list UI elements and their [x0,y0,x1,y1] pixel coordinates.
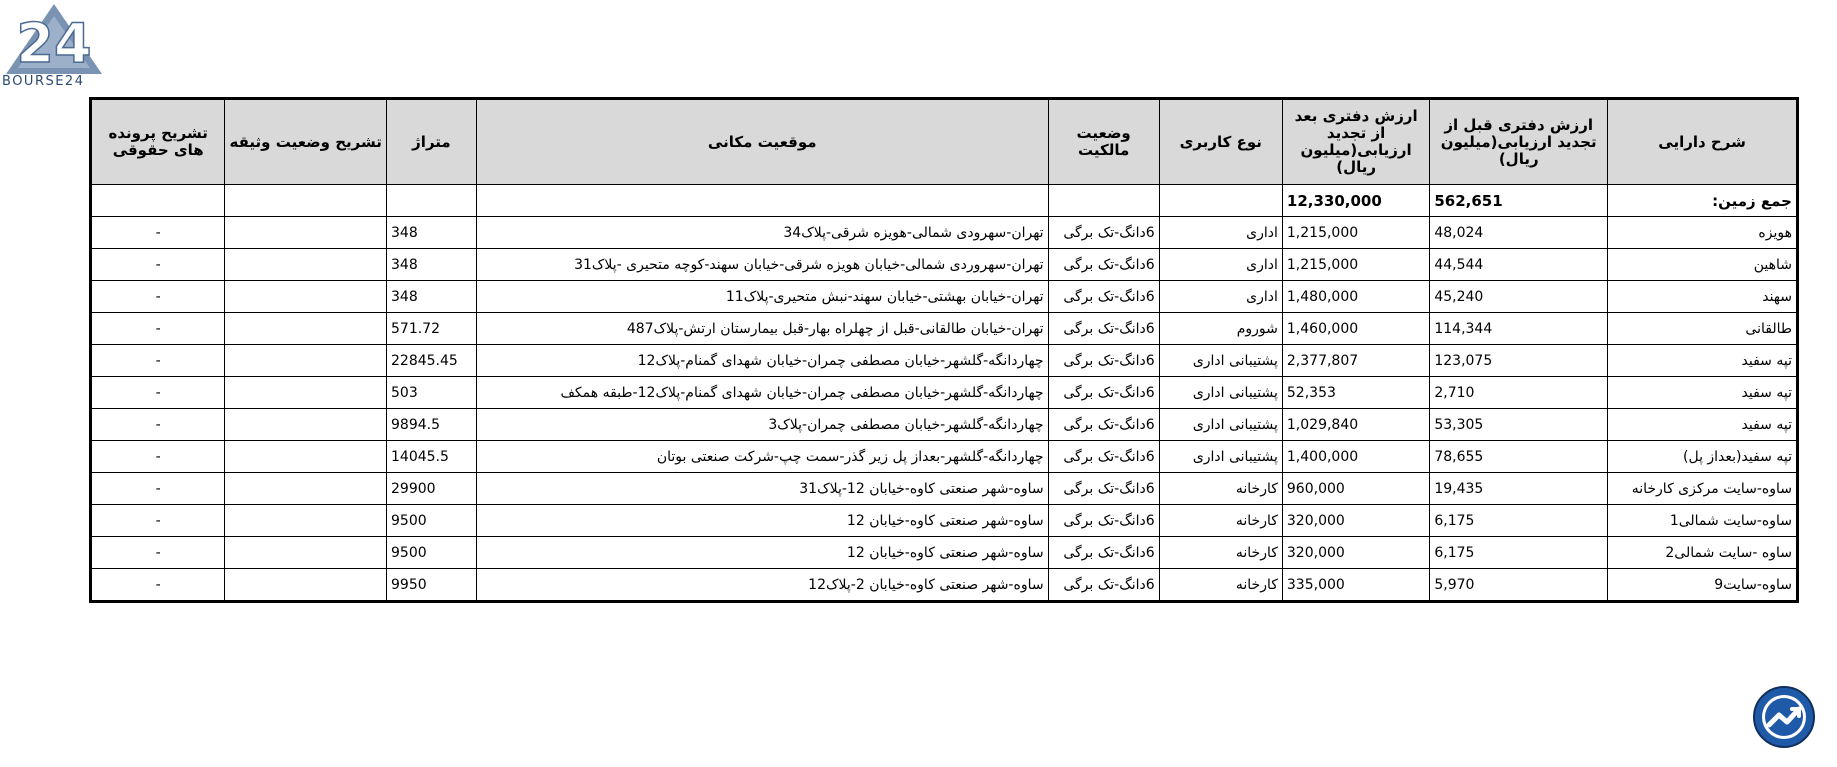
cell-area: 348 [387,281,477,313]
cell-before: 78,655 [1430,441,1608,473]
table-header-row [91,99,1798,185]
cell-after: 335,000 [1282,569,1429,602]
cell-usage: اداری [1159,281,1282,313]
cell-legal: - [91,249,225,281]
cell-collateral [225,281,387,313]
cell-before: 2,710 [1430,377,1608,409]
cell-legal: - [91,281,225,313]
cell-before: 5,970 [1430,569,1608,602]
total-empty-ownership [1048,185,1159,217]
cell-after: 1,215,000 [1282,249,1429,281]
cell-before: 45,240 [1430,281,1608,313]
cell-usage: پشتیبانی اداری [1159,377,1282,409]
cell-usage: کارخانه [1159,473,1282,505]
header-ownership: وضعیت مالکیت [1048,99,1159,185]
cell-ownership: 6دانگ-تک برگی [1048,281,1159,313]
cell-area: 29900 [387,473,477,505]
cell-usage: کارخانه [1159,569,1282,602]
cell-ownership: 6دانگ-تک برگی [1048,345,1159,377]
cell-collateral [225,313,387,345]
cell-legal: - [91,569,225,602]
cell-legal: - [91,473,225,505]
cell-ownership: 6دانگ-تک برگی [1048,473,1159,505]
asset-table-container [89,97,1799,603]
cell-asset: ساوه-سایت9 [1608,569,1798,602]
cell-before: 53,305 [1430,409,1608,441]
total-label: جمع زمین: [1608,185,1798,217]
cell-after: 1,400,000 [1282,441,1429,473]
asset-table [89,97,1799,603]
cell-after: 320,000 [1282,505,1429,537]
cell-location: تهران-خیابان بهشتی-خیابان سهند-نبش متحیری-پلاک11 [476,281,1048,313]
cell-asset: ساوه-سایت شمالی1 [1608,505,1798,537]
total-row [91,185,1798,217]
cell-asset: هویزه [1608,217,1798,249]
cell-asset: شاهین [1608,249,1798,281]
cell-ownership: 6دانگ-تک برگی [1048,217,1159,249]
cell-location: ساوه-شهر صنعتی کاوه-خیابان 2-پلاک12 [476,569,1048,602]
cell-ownership: 6دانگ-تک برگی [1048,569,1159,602]
cell-after: 1,029,840 [1282,409,1429,441]
cell-collateral [225,409,387,441]
cell-collateral [225,345,387,377]
cell-location: چهاردانگه-گلشهر-بعداز پل زیر گذر-سمت چپ-شرکت صنعتی بوتان [476,441,1048,473]
cell-after: 960,000 [1282,473,1429,505]
cell-before: 6,175 [1430,537,1608,569]
cell-location: چهاردانگه-گلشهر-خیابان مصطفی چمران-خیابان شهدای گمنام-پلاک12 [476,345,1048,377]
cell-area: 348 [387,217,477,249]
cell-area: 14045.5 [387,441,477,473]
cell-asset: تپه سفید(بعداز پل) [1608,441,1798,473]
cell-after: 52,353 [1282,377,1429,409]
cell-area: 22845.45 [387,345,477,377]
cell-asset: ساوه-سایت مرکزی کارخانه [1608,473,1798,505]
cell-legal: - [91,377,225,409]
table-row [91,441,1798,473]
table-row [91,313,1798,345]
cell-legal: - [91,345,225,377]
cell-asset: تپه سفید [1608,377,1798,409]
header-before: ارزش دفتری قبل از تجدید ارزیابی(میلیون ریال) [1430,99,1608,185]
cell-area: 9500 [387,505,477,537]
cell-usage: کارخانه [1159,505,1282,537]
header-area: متراژ [387,99,477,185]
cell-collateral [225,377,387,409]
cell-after: 1,215,000 [1282,217,1429,249]
header-asset: شرح دارایی [1608,99,1798,185]
cell-before: 6,175 [1430,505,1608,537]
table-row [91,345,1798,377]
cell-asset: تپه سفید [1608,409,1798,441]
cell-usage: پشتیبانی اداری [1159,345,1282,377]
total-empty-legal [91,185,225,217]
cell-area: 503 [387,377,477,409]
cell-location: چهاردانگه-گلشهر-خیابان مصطفی چمران-خیابان شهدای گمنام-پلاک12-طبقه همکف [476,377,1048,409]
cell-before: 48,024 [1430,217,1608,249]
cell-collateral [225,441,387,473]
cell-ownership: 6دانگ-تک برگی [1048,505,1159,537]
cell-location: ساوه-شهر صنعتی کاوه-خیابان 12 [476,537,1048,569]
cell-ownership: 6دانگ-تک برگی [1048,313,1159,345]
cell-before: 44,544 [1430,249,1608,281]
total-empty-area [387,185,477,217]
table-row [91,217,1798,249]
cell-asset: سهند [1608,281,1798,313]
table-row [91,569,1798,602]
svg-text:24: 24 [16,12,92,75]
table-row [91,409,1798,441]
cell-legal: - [91,409,225,441]
cell-area: 9500 [387,537,477,569]
cell-ownership: 6دانگ-تک برگی [1048,409,1159,441]
logo-wordmark: BOURSE24 [2,74,85,89]
cell-collateral [225,249,387,281]
cell-location: تهران-سهروردی شمالی-خیابان هویزه شرقی-خیابان سهند-کوچه متحیری -پلاک31 [476,249,1048,281]
total-empty-usage [1159,185,1282,217]
cell-before: 114,344 [1430,313,1608,345]
table-row [91,537,1798,569]
table-row [91,281,1798,313]
cell-usage: اداری [1159,249,1282,281]
cell-legal: - [91,537,225,569]
cell-legal: - [91,217,225,249]
cell-before: 19,435 [1430,473,1608,505]
cell-ownership: 6دانگ-تک برگی [1048,441,1159,473]
cell-area: 348 [387,249,477,281]
bourse24-logo-mark [2,2,106,76]
cell-collateral [225,473,387,505]
header-collateral: تشریح وضعیت وثیقه [225,99,387,185]
total-empty-collateral [225,185,387,217]
cell-location: تهران-خیابان طالقانی-قبل از چهلراه بهار-قبل بیمارستان ارتش-پلاک487 [476,313,1048,345]
cell-location: ساوه-شهر صنعتی کاوه-خیابان 12 [476,505,1048,537]
cell-asset: طالقانی [1608,313,1798,345]
header-after: ارزش دفتری بعد از تجدید ارزیابی(میلیون ریال) [1282,99,1429,185]
cell-legal: - [91,505,225,537]
cell-asset: تپه سفید [1608,345,1798,377]
cell-after: 2,377,807 [1282,345,1429,377]
cell-usage: شوروم [1159,313,1282,345]
cell-after: 320,000 [1282,537,1429,569]
cell-usage: پشتیبانی اداری [1159,409,1282,441]
cell-asset: ساوه -سایت شمالی2 [1608,537,1798,569]
chart-badge-icon [1752,685,1816,749]
cell-area: 9950 [387,569,477,602]
cell-ownership: 6دانگ-تک برگی [1048,537,1159,569]
table-row [91,473,1798,505]
total-before: 562,651 [1430,185,1608,217]
cell-location: چهاردانگه-گلشهر-خیابان مصطفی چمران-پلاک3 [476,409,1048,441]
table-row [91,249,1798,281]
cell-collateral [225,569,387,602]
header-location: موقعیت مکانی [476,99,1048,185]
cell-area: 571.72 [387,313,477,345]
total-empty-location [476,185,1048,217]
cell-usage: کارخانه [1159,537,1282,569]
cell-after: 1,480,000 [1282,281,1429,313]
cell-legal: - [91,313,225,345]
cell-ownership: 6دانگ-تک برگی [1048,249,1159,281]
total-after: 12,330,000 [1282,185,1429,217]
cell-location: ساوه-شهر صنعتی کاوه-خیابان 12-پلاک31 [476,473,1048,505]
cell-collateral [225,537,387,569]
header-legal: تشریح پرونده های حقوقی [91,99,225,185]
cell-ownership: 6دانگ-تک برگی [1048,377,1159,409]
table-row [91,505,1798,537]
table-row [91,377,1798,409]
cell-location: تهران-سهرودی شمالی-هویزه شرقی-پلاک34 [476,217,1048,249]
cell-before: 123,075 [1430,345,1608,377]
cell-collateral [225,505,387,537]
cell-usage: پشتیبانی اداری [1159,441,1282,473]
cell-after: 1,460,000 [1282,313,1429,345]
header-usage: نوع کاربری [1159,99,1282,185]
cell-usage: اداری [1159,217,1282,249]
cell-legal: - [91,441,225,473]
cell-collateral [225,217,387,249]
cell-area: 9894.5 [387,409,477,441]
